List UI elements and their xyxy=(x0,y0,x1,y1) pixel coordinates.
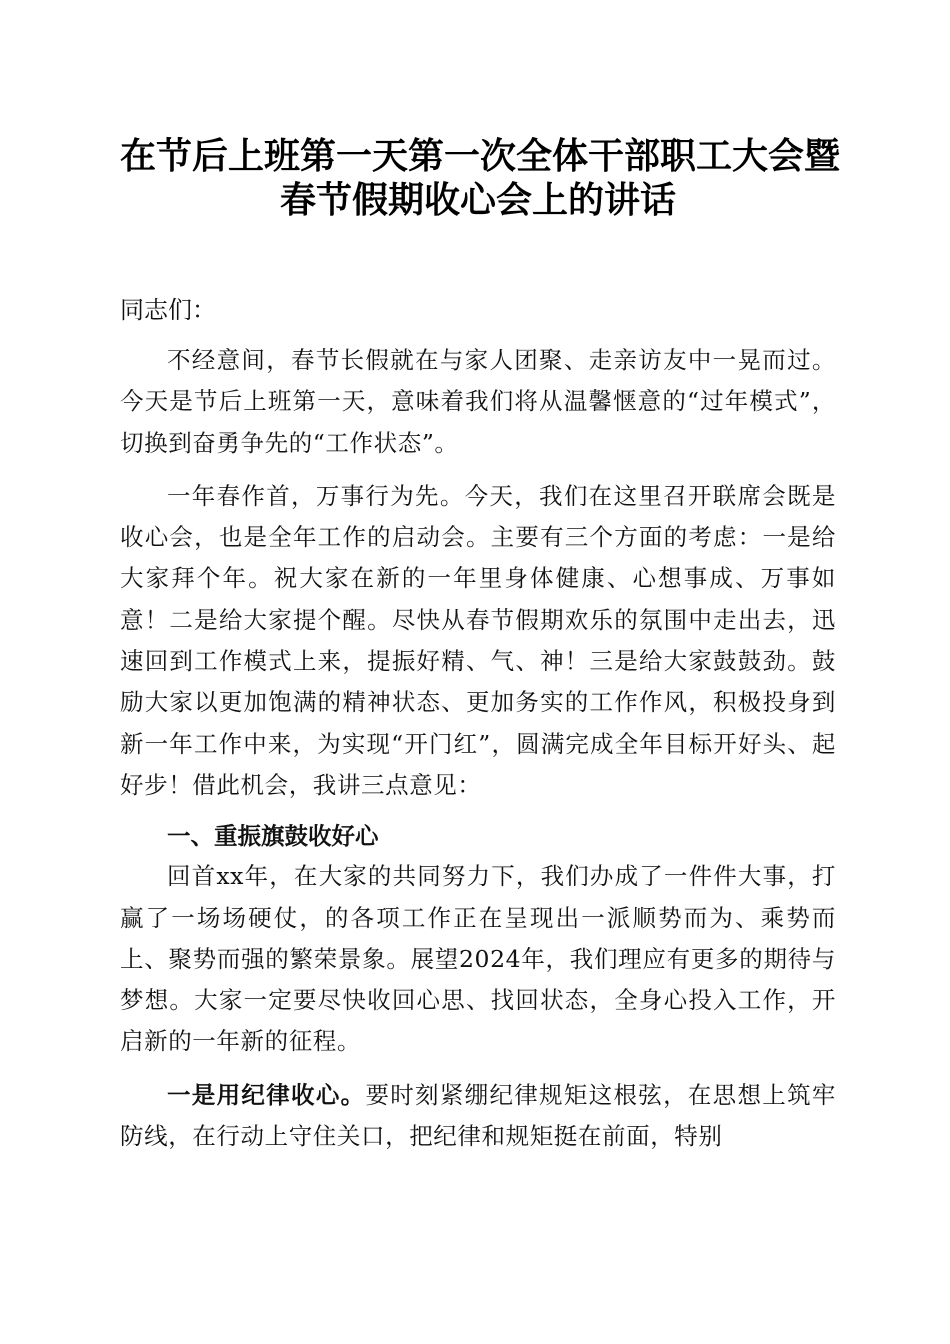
section-heading-1: 一、重振旗鼓收好心 xyxy=(167,822,379,851)
title-line-2: 春节假期收心会上的讲话 xyxy=(279,179,676,221)
paragraph-4-lead: 一是用纪律收心。 xyxy=(167,1080,366,1109)
paragraph-4-body: 要时刻紧绷纪律规矩这根弦，在思想上筑牢防线，在行动上守住关口，把纪律和规矩挺在前面，特别 xyxy=(120,1080,836,1151)
paragraph-4 xyxy=(120,1075,836,1158)
salutation: 同志们： xyxy=(120,296,216,324)
document-page xyxy=(120,134,841,1157)
paragraph-1: 不经意间，春节长假就在与家人团聚、走亲访友中一晃而过。今天是节后上班第一天，意味着我们将从温馨惬意的“过年模式”，切换到奋勇争先的“工作状态”。 xyxy=(120,346,836,457)
paragraph-3: 回首xx年，在大家的共同努力下，我们办成了一件件大事，打赢了一场场硬仗，的各项工作正在呈现出一派顺势而为、乘势而上、聚势而强的繁荣景象。展望2024年，我们理应有更多的期待与梦想。大家一定要尽快收回心思、找回状态，全身心投入工作，开启新的一年新的征程。 xyxy=(120,862,836,1056)
document-title xyxy=(120,134,841,222)
title-line-1: 在节后上班第一天第一次全体干部职工大会暨 xyxy=(120,135,841,177)
paragraph-2: 一年春作首，万事行为先。今天，我们在这里召开联席会既是收心会，也是全年工作的启动会。主要有三个方面的考虑：一是给大家拜个年。祝大家在新的一年里身体健康、心想事成、万事如意！二是给大家提个醒。尽快从春节假期欢乐的氛围中走出去，迅速回到工作模式上来，提振好精、气、神！三是给大家鼓鼓劲。鼓励大家以更加饱满的精神状态、更加务实的工作作风，积极投身到新一年工作中来，为实现“开门红”，圆满完成全年目标开好头、起好步！借此机会，我讲三点意见： xyxy=(120,481,836,799)
